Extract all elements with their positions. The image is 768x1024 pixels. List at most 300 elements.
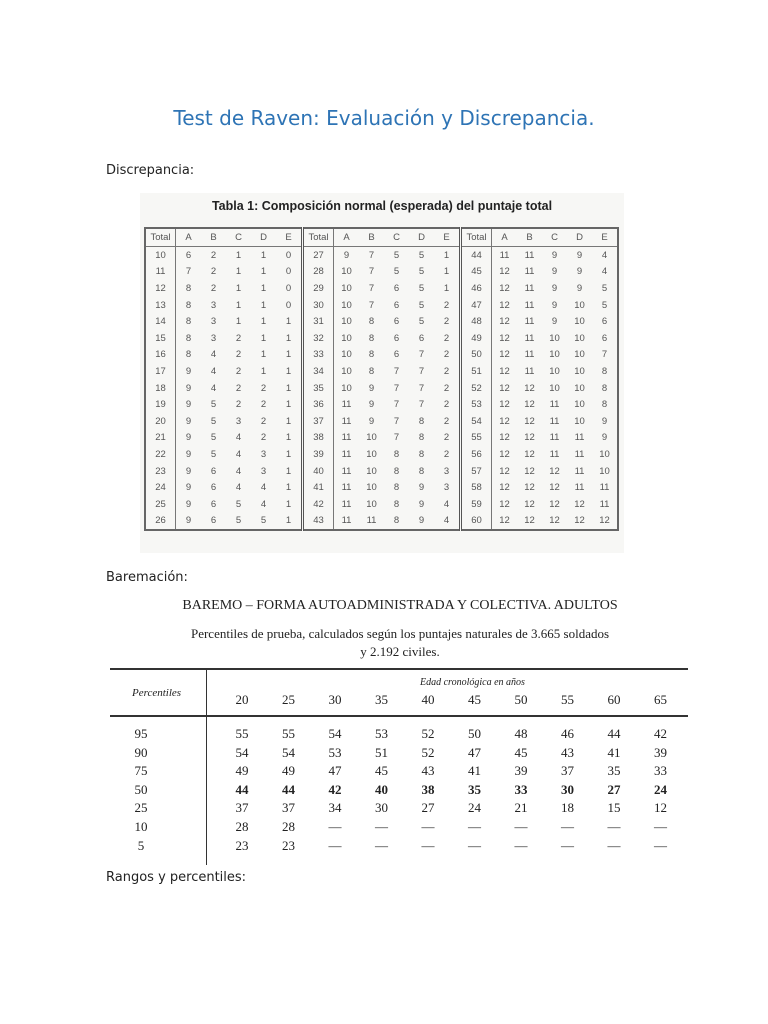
score-cell: 44 xyxy=(282,781,295,797)
header-rule xyxy=(110,715,688,717)
table-cell: 10 xyxy=(574,415,585,427)
table-cell: 12 xyxy=(145,280,176,297)
table-cell: 7 xyxy=(368,266,375,278)
table-cell: 24 xyxy=(145,479,176,496)
table-cell: 40 xyxy=(303,463,334,480)
table-cell: 8 xyxy=(418,415,425,427)
percentiles-label: Percentiles xyxy=(132,687,182,699)
table-cell: 4 xyxy=(210,349,217,361)
table-cell: 1 xyxy=(285,448,292,460)
table-cell: 10 xyxy=(366,498,377,510)
table-cell: 39 xyxy=(303,446,334,463)
table-cell: 8 xyxy=(418,465,425,477)
table-cell: 6 xyxy=(393,299,400,311)
table-cell: 10 xyxy=(574,382,585,394)
column-header: Total xyxy=(145,228,176,247)
age-column-header: 20 xyxy=(235,692,249,707)
table-cell: 9 xyxy=(601,432,608,444)
table-cell: 10 xyxy=(341,349,352,361)
score-cell: 21 xyxy=(514,800,528,816)
score-cell: — xyxy=(514,819,528,834)
table-cell: 51 xyxy=(461,363,492,380)
column-header: E xyxy=(434,228,461,247)
table-cell: 4 xyxy=(601,249,608,261)
table-row xyxy=(145,463,618,480)
table-cell: 2 xyxy=(443,332,450,344)
table-cell: 12 xyxy=(499,482,510,494)
table-cell: 12 xyxy=(549,482,560,494)
table-cell: 5 xyxy=(601,282,608,294)
table-cell: 4 xyxy=(235,465,242,477)
table-cell: 5 xyxy=(210,399,217,411)
table-cell: 12 xyxy=(499,448,510,460)
column-divider xyxy=(206,669,207,865)
table-row xyxy=(145,513,618,531)
score-cell: 42 xyxy=(328,781,342,797)
table-cell: 21 xyxy=(145,430,176,447)
table-cell: 4 xyxy=(235,448,242,460)
tabla1-table xyxy=(144,227,619,531)
tabla1-title: Tabla 1: Composición normal (esperada) del puntaje total xyxy=(211,199,553,213)
table-cell: 6 xyxy=(601,332,608,344)
table-cell: 11 xyxy=(524,249,535,261)
table-cell: 8 xyxy=(368,332,375,344)
table-cell: 7 xyxy=(393,399,400,411)
table-cell: 14 xyxy=(145,313,176,330)
score-cell: 53 xyxy=(375,726,388,741)
table-cell: 1 xyxy=(285,316,292,328)
table-cell: 5 xyxy=(260,515,267,527)
score-cell: 44 xyxy=(607,726,621,741)
table-cell: 3 xyxy=(210,316,217,328)
score-cell: — xyxy=(654,837,667,853)
score-cell: — xyxy=(654,819,667,834)
table-cell: 32 xyxy=(303,330,334,347)
table-cell: 12 xyxy=(574,515,585,527)
score-cell: 55 xyxy=(235,726,249,741)
table-cell: 7 xyxy=(418,365,425,377)
table-cell: 58 xyxy=(461,479,492,496)
score-cell: 39 xyxy=(654,744,667,760)
table-cell: 6 xyxy=(393,349,400,361)
table-cell: 0 xyxy=(285,266,292,278)
table-cell: 11 xyxy=(524,266,535,278)
table-cell: 3 xyxy=(443,482,450,494)
score-cell: — xyxy=(514,837,528,853)
table-cell: 0 xyxy=(285,282,292,294)
score-cell: 15 xyxy=(607,800,621,816)
table-cell: 12 xyxy=(549,515,560,527)
table-cell: 12 xyxy=(574,498,585,510)
table-cell: 9 xyxy=(551,299,558,311)
table-cell: 1 xyxy=(235,266,242,278)
table-cell: 2 xyxy=(443,316,450,328)
table-cell: 1 xyxy=(443,282,450,294)
score-cell: 28 xyxy=(282,819,295,834)
score-cell: 43 xyxy=(421,763,435,779)
score-cell: 44 xyxy=(235,781,249,797)
table-cell: 55 xyxy=(461,430,492,447)
score-cell: 30 xyxy=(561,781,574,797)
table-cell: 6 xyxy=(393,332,400,344)
column-header: B xyxy=(201,228,226,247)
table-cell: 12 xyxy=(524,482,535,494)
table-cell: 16 xyxy=(145,347,176,364)
table-cell: 2 xyxy=(235,332,242,344)
table-cell: 12 xyxy=(549,465,560,477)
column-header: B xyxy=(359,228,384,247)
table-cell: 30 xyxy=(303,297,334,314)
percentile-value: 95 xyxy=(134,726,148,741)
table-cell: 10 xyxy=(145,247,176,264)
percentile-value: 75 xyxy=(134,763,148,779)
table-cell: 7 xyxy=(368,299,375,311)
table-cell: 11 xyxy=(524,332,535,344)
score-cell: 38 xyxy=(421,781,435,797)
age-column-header: 25 xyxy=(282,692,295,707)
table-cell: 11 xyxy=(524,365,535,377)
table-cell: 38 xyxy=(303,430,334,447)
table-cell: 12 xyxy=(499,282,510,294)
table-cell: 8 xyxy=(393,515,400,527)
score-cell: 30 xyxy=(375,800,388,816)
table-cell: 10 xyxy=(341,332,352,344)
score-cell: 48 xyxy=(514,726,528,741)
table-cell: 11 xyxy=(341,465,352,477)
table-cell: 2 xyxy=(235,349,242,361)
table-cell: 7 xyxy=(418,382,425,394)
table-cell: 2 xyxy=(210,266,217,278)
baremo-subtitle-line1: Percentiles de prueba, calculados según los puntajes naturales de 3.665 soldados xyxy=(190,626,610,641)
table-cell: 33 xyxy=(303,347,334,364)
table-cell: 11 xyxy=(341,415,352,427)
score-cell: 41 xyxy=(607,744,621,760)
table-row xyxy=(145,297,618,314)
table-cell: 8 xyxy=(393,498,400,510)
table-cell: 7 xyxy=(601,349,608,361)
age-header: Edad cronológica en años xyxy=(420,677,525,688)
score-cell: 46 xyxy=(561,726,574,741)
table-cell: 7 xyxy=(185,266,192,278)
table-cell: 9 xyxy=(601,415,608,427)
table-cell: 10 xyxy=(574,299,585,311)
table-cell: 9 xyxy=(185,482,192,494)
table-cell: 8 xyxy=(368,365,375,377)
age-column-header: 55 xyxy=(561,692,574,707)
score-cell: — xyxy=(421,819,435,834)
table-cell: 50 xyxy=(461,347,492,364)
table-cell: 9 xyxy=(185,415,192,427)
column-header: A xyxy=(334,228,360,247)
table-cell: 5 xyxy=(418,266,425,278)
table-cell: 17 xyxy=(145,363,176,380)
table-cell: 7 xyxy=(418,399,425,411)
table-cell: 8 xyxy=(601,399,608,411)
table-cell: 4 xyxy=(235,482,242,494)
score-cell: — xyxy=(468,819,481,834)
table-cell: 6 xyxy=(418,332,425,344)
table-cell: 10 xyxy=(366,448,377,460)
score-cell: 23 xyxy=(282,837,295,853)
table-cell: 44 xyxy=(461,247,492,264)
table-cell: 28 xyxy=(303,264,334,281)
baremo-title: BAREMO – FORMA AUTOADMINISTRADA Y COLECTIVA. ADULTOS xyxy=(182,598,618,613)
table-row xyxy=(145,496,618,513)
table-cell: 11 xyxy=(549,399,560,411)
age-column-header: 60 xyxy=(607,692,621,707)
table-cell: 27 xyxy=(303,247,334,264)
score-cell: 18 xyxy=(561,800,574,816)
section-label-rangos: Rangos y percentiles: xyxy=(106,870,247,885)
table-cell: 0 xyxy=(285,299,292,311)
table-row xyxy=(145,363,618,380)
table-cell: 8 xyxy=(393,448,400,460)
table-cell: 54 xyxy=(461,413,492,430)
table-cell: 42 xyxy=(303,496,334,513)
table-cell: 3 xyxy=(260,465,267,477)
table-cell: 9 xyxy=(551,266,558,278)
table-cell: 11 xyxy=(549,448,560,460)
table-cell: 11 xyxy=(341,448,352,460)
score-cell: 37 xyxy=(282,800,295,816)
table-row xyxy=(145,413,618,430)
column-header: E xyxy=(276,228,303,247)
table-cell: 11 xyxy=(341,432,352,444)
table-cell: 4 xyxy=(210,382,217,394)
table-cell: 9 xyxy=(368,399,375,411)
table-cell: 1 xyxy=(285,515,292,527)
table-cell: 12 xyxy=(499,266,510,278)
table-cell: 1 xyxy=(443,249,450,261)
table-cell: 1 xyxy=(285,332,292,344)
table-cell: 8 xyxy=(368,316,375,328)
table-cell: 8 xyxy=(393,482,400,494)
table-cell: 12 xyxy=(499,498,510,510)
table-cell: 2 xyxy=(210,249,217,261)
table-cell: 12 xyxy=(549,498,560,510)
table-cell: 8 xyxy=(185,282,192,294)
table-cell: 3 xyxy=(210,332,217,344)
table-cell: 8 xyxy=(185,349,192,361)
table-cell: 2 xyxy=(443,448,450,460)
table-row xyxy=(145,380,618,397)
table-cell: 10 xyxy=(341,266,352,278)
table-row xyxy=(145,396,618,413)
score-cell: 23 xyxy=(235,837,249,853)
table-cell: 12 xyxy=(524,415,535,427)
baremo-subtitle xyxy=(110,625,690,661)
table-cell: 9 xyxy=(185,382,192,394)
percentile-value: 5 xyxy=(137,837,145,853)
table-cell: 2 xyxy=(443,415,450,427)
table-cell: 9 xyxy=(551,249,558,261)
table-cell: 11 xyxy=(574,482,585,494)
table-cell: 1 xyxy=(285,498,292,510)
table-cell: 1 xyxy=(260,249,267,261)
table-cell: 7 xyxy=(368,282,375,294)
column-header: D xyxy=(409,228,434,247)
table-cell: 12 xyxy=(524,382,535,394)
table-cell: 9 xyxy=(185,399,192,411)
table-cell: 4 xyxy=(235,432,242,444)
score-cell: 33 xyxy=(514,781,528,797)
table-cell: 2 xyxy=(235,382,242,394)
top-rule xyxy=(110,668,688,670)
table-cell: 10 xyxy=(574,365,585,377)
age-column-header: 65 xyxy=(654,692,667,707)
tabla1-header-row xyxy=(145,228,618,247)
score-cell: — xyxy=(607,837,621,853)
table-row xyxy=(145,280,618,297)
table-cell: 1 xyxy=(285,482,292,494)
table-cell: 12 xyxy=(499,365,510,377)
table-cell: 15 xyxy=(145,330,176,347)
table-cell: 8 xyxy=(601,382,608,394)
table-cell: 11 xyxy=(599,498,610,510)
table-cell: 5 xyxy=(235,515,242,527)
table-cell: 3 xyxy=(260,448,267,460)
table-cell: 9 xyxy=(185,448,192,460)
table-cell: 7 xyxy=(368,249,375,261)
table-row xyxy=(145,347,618,364)
score-cell: 49 xyxy=(235,763,249,779)
table-cell: 8 xyxy=(185,316,192,328)
table-cell: 10 xyxy=(366,432,377,444)
table-cell: 6 xyxy=(210,515,217,527)
table-cell: 43 xyxy=(303,513,334,531)
table-cell: 10 xyxy=(341,382,352,394)
table-cell: 11 xyxy=(145,264,176,281)
table-cell: 4 xyxy=(601,266,608,278)
table-cell: 4 xyxy=(260,498,267,510)
score-cell: 37 xyxy=(561,763,574,779)
table-cell: 6 xyxy=(393,316,400,328)
table-cell: 36 xyxy=(303,396,334,413)
table-cell: 35 xyxy=(303,380,334,397)
table-cell: 9 xyxy=(185,365,192,377)
table-cell: 25 xyxy=(145,496,176,513)
table-cell: 12 xyxy=(524,515,535,527)
score-cell: 40 xyxy=(375,781,388,797)
table-cell: 10 xyxy=(341,365,352,377)
score-cell: 45 xyxy=(375,763,388,779)
table-cell: 11 xyxy=(524,349,535,361)
age-column-header: 50 xyxy=(514,692,528,707)
table-cell: 9 xyxy=(551,282,558,294)
score-cell: 53 xyxy=(328,744,342,760)
table-cell: 48 xyxy=(461,313,492,330)
table-cell: 10 xyxy=(366,482,377,494)
score-cell: 24 xyxy=(468,800,481,816)
score-cell: — xyxy=(375,837,388,853)
table-cell: 3 xyxy=(235,415,242,427)
table-cell: 11 xyxy=(549,415,560,427)
score-cell: 12 xyxy=(654,800,667,816)
table-cell: 9 xyxy=(418,498,425,510)
table-cell: 6 xyxy=(210,498,217,510)
table-cell: 1 xyxy=(260,266,267,278)
table-cell: 11 xyxy=(341,498,352,510)
table-cell: 2 xyxy=(235,365,242,377)
table-cell: 4 xyxy=(443,498,450,510)
score-cell: — xyxy=(468,837,481,853)
score-cell: 54 xyxy=(282,744,295,760)
table-cell: 11 xyxy=(574,465,585,477)
table-cell: 41 xyxy=(303,479,334,496)
section-label-discrepancia: Discrepancia: xyxy=(106,163,195,178)
table-cell: 5 xyxy=(418,316,425,328)
table-cell: 2 xyxy=(260,382,267,394)
table-cell: 9 xyxy=(343,249,350,261)
table-cell: 1 xyxy=(260,332,267,344)
table-cell: 5 xyxy=(418,282,425,294)
column-header: C xyxy=(384,228,409,247)
table-cell: 1 xyxy=(285,432,292,444)
table-cell: 6 xyxy=(210,482,217,494)
table-cell: 1 xyxy=(285,365,292,377)
table-cell: 1 xyxy=(260,299,267,311)
table-cell: 11 xyxy=(341,399,352,411)
column-header: E xyxy=(592,228,618,247)
table-cell: 1 xyxy=(285,382,292,394)
table-cell: 10 xyxy=(574,399,585,411)
table-cell: 5 xyxy=(393,266,400,278)
table-cell: 23 xyxy=(145,463,176,480)
table-cell: 1 xyxy=(235,249,242,261)
score-cell: 37 xyxy=(235,800,249,816)
table-cell: 11 xyxy=(341,515,352,527)
table-cell: 11 xyxy=(366,515,377,527)
table-cell: 2 xyxy=(260,399,267,411)
table-cell: 2 xyxy=(210,282,217,294)
baremo-image xyxy=(110,595,690,865)
score-cell: — xyxy=(561,819,574,834)
table-cell: 8 xyxy=(393,465,400,477)
table-cell: 1 xyxy=(285,349,292,361)
table-cell: 31 xyxy=(303,313,334,330)
table-cell: 9 xyxy=(576,282,583,294)
column-header: Total xyxy=(461,228,492,247)
table-cell: 12 xyxy=(499,465,510,477)
table-row xyxy=(145,330,618,347)
table-cell: 11 xyxy=(549,432,560,444)
table-cell: 10 xyxy=(574,316,585,328)
table-row xyxy=(145,313,618,330)
score-cell: 55 xyxy=(282,726,295,741)
column-header: Total xyxy=(303,228,334,247)
table-cell: 60 xyxy=(461,513,492,531)
table-cell: 12 xyxy=(499,399,510,411)
column-header: A xyxy=(492,228,518,247)
score-cell: 24 xyxy=(654,781,667,797)
table-cell: 10 xyxy=(599,448,610,460)
table-cell: 47 xyxy=(461,297,492,314)
age-column-header: 45 xyxy=(468,692,481,707)
table-cell: 11 xyxy=(499,249,510,261)
column-header: C xyxy=(542,228,567,247)
table-cell: 9 xyxy=(418,482,425,494)
score-cell: 47 xyxy=(328,763,342,779)
table-cell: 9 xyxy=(576,266,583,278)
score-cell: 34 xyxy=(328,800,342,816)
table-cell: 11 xyxy=(599,482,610,494)
score-cell: 28 xyxy=(235,819,249,834)
table-cell: 4 xyxy=(260,482,267,494)
score-cell: — xyxy=(561,837,574,853)
table-cell: 10 xyxy=(341,282,352,294)
table-cell: 45 xyxy=(461,264,492,281)
table-cell: 1 xyxy=(285,399,292,411)
